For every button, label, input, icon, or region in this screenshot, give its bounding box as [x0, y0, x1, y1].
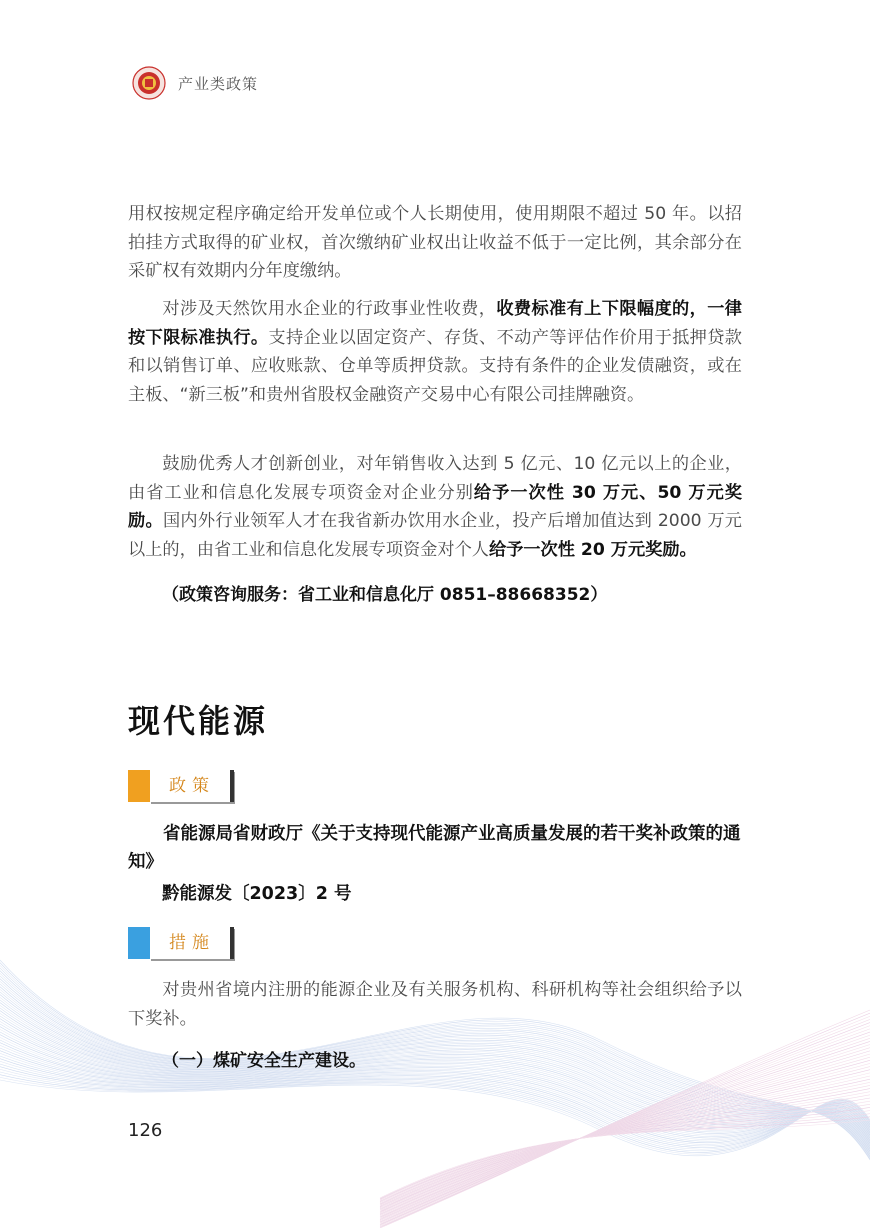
document-title: 省能源局省财政厅《关于支持现代能源产业高质量发展的若干奖补政策的通知》 [128, 824, 741, 872]
bold-text-run: 收费标准有上下限幅度的，一律按下限标准执行。 [128, 299, 742, 348]
tag-color-bar [128, 770, 150, 802]
paragraph-text [128, 295, 742, 409]
page-number: 126 [128, 1120, 163, 1141]
measure-tag [128, 927, 238, 959]
measure-paragraph [128, 976, 742, 1033]
text-run: 支持企业以固定资产、存货、不动产等评估作价用于抵押贷款和以销售订单、应收账款、仓单等质押贷款。支持有条件的企业发债融资，或在主板、“新三板”和贵州省股权金融资产交易中心有限公司挂牌融资。 [128, 327, 742, 405]
policy-tag [128, 770, 238, 802]
section-title: 现代能源 [128, 702, 269, 740]
item-title: （一）煤矿安全生产建设。 [162, 1051, 366, 1071]
tag-color-bar [128, 927, 150, 959]
header-title: 产业类政策 [178, 74, 259, 93]
text-run: 国内外行业领军人才在我省新办饮用水企业，投产后增加值达到 2000 万元以上的，由省工业和信息化发展专项资金对个人 [128, 511, 742, 560]
text-run: 对涉及天然饮用水企业的行政事业性收费， [162, 299, 497, 319]
body-paragraph-1 [128, 200, 742, 286]
page-header [132, 66, 258, 100]
contact-info: （政策咨询服务：省工业和信息化厅 0851–88668352） [162, 585, 608, 605]
bold-text-run: 给予一次性 20 万元奖励。 [488, 539, 697, 560]
document-number: 黔能源发〔2023〕2 号 [162, 884, 352, 904]
body-paragraph-3 [128, 450, 742, 564]
text-run: 鼓励优秀人才创新创业，对年销售收入达到 5 亿元、10 亿元以上的企业，由省工业和信息化发展专项资金对企业分别 [128, 454, 742, 503]
wave-line [380, 1070, 870, 1212]
tag-label: 政策 [169, 776, 215, 796]
seal-logo-icon [132, 66, 166, 100]
paragraph-text: 对贵州省境内注册的能源企业及有关服务机构、科研机构等社会组织给予以下奖补。 [128, 980, 742, 1029]
body-paragraph-2 [128, 295, 742, 409]
tag-label: 措施 [169, 933, 215, 953]
paragraph-text [128, 450, 742, 564]
bold-text-run: 给予一次性 30 万元、50 万元奖励。 [128, 482, 742, 531]
paragraph-text: 用权按规定程序确定给开发单位或个人长期使用，使用期限不超过 50 年。以招拍挂方式取得的矿业权，首次缴纳矿业权出让收益不低于一定比例，其余部分在采矿权有效期内分年度缴纳。 [128, 204, 742, 281]
wave-line [380, 1079, 870, 1209]
